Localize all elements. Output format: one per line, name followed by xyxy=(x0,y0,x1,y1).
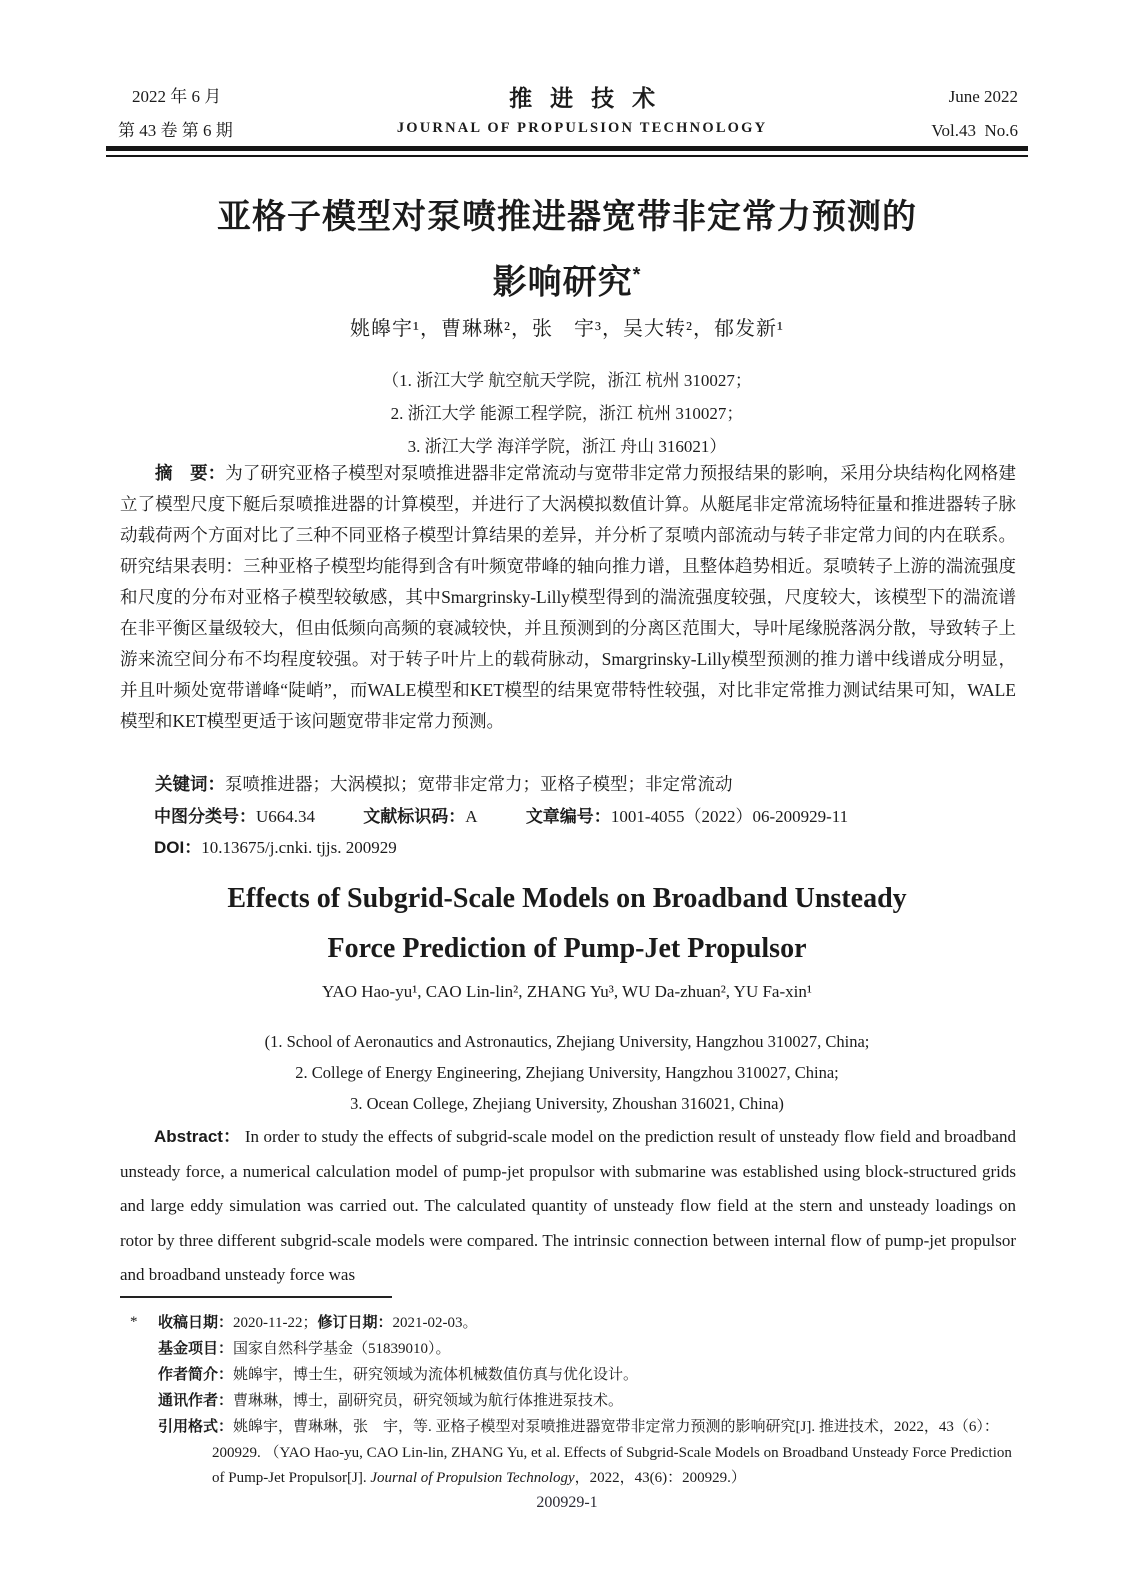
clc-group xyxy=(154,807,315,826)
abstract-cn xyxy=(120,458,1016,737)
abstract-en xyxy=(120,1120,1016,1293)
fund-value: 国家自然科学基金（51839010）。 xyxy=(233,1341,451,1357)
revised-date-label: 修订日期： xyxy=(317,1314,393,1331)
keywords-label: 关键词： xyxy=(155,774,225,794)
received-date-value: 2020-11-22； xyxy=(233,1315,318,1331)
header-left-block xyxy=(118,80,233,148)
header-issue-cn: 第 43 卷 第 6 期 xyxy=(118,121,233,140)
affiliation-en-3: 3. Ocean College, Zhejiang University, Zhoushan 316021, China) xyxy=(350,1094,784,1113)
authors-en: YAO Hao-yu¹, CAO Lin-lin², ZHANG Yu³, WU Da-zhuan², YU Fa-xin¹ xyxy=(322,982,812,1001)
affiliations-cn xyxy=(0,364,1134,463)
doi-label: DOI： xyxy=(154,838,202,857)
affiliation-en-2: 2. College of Energy Engineering, Zhejiang University, Hangzhou 310027, China; xyxy=(295,1063,839,1082)
clc-label: 中图分类号： xyxy=(154,807,256,826)
revised-date-value: 2021-02-03。 xyxy=(392,1315,478,1331)
footnote-citation-row xyxy=(120,1414,1016,1492)
abstract-body-en: In order to study the effects of subgrid-scale model on the prediction result of unsteady flow field and broadband unsteady force, a numerical calculation model of pump-jet propulsor with submarine was established using block-structured grids and large eddy simulation was carried out. The calculated quantity of unsteady flow field at the stern and unsteady loadings on rotor by three different subgrid-scale models were compared. The intrinsic connection between internal flow of pump-jet propulsor and broadband unsteady force was xyxy=(120,1127,1016,1284)
keywords-body: 泵喷推进器；大涡模拟；宽带非定常力；亚格子模型；非定常流动 xyxy=(225,774,733,794)
author-bio-label: 作者简介： xyxy=(158,1366,234,1383)
journal-title-en: JOURNAL OF PROPULSION TECHNOLOGY xyxy=(396,120,768,136)
clc-value: U664.34 xyxy=(256,807,316,826)
abstract-label-cn: 摘 要： xyxy=(155,463,226,483)
affiliations-en xyxy=(0,1026,1134,1119)
footnote-star: * xyxy=(130,1314,138,1330)
header-right-block xyxy=(931,80,1018,148)
page-number: 200929-1 xyxy=(536,1494,598,1511)
article-id-value: 1001-4055（2022）06-200929-11 xyxy=(610,807,849,826)
corresponding-author-value: 曹琳琳，博士，副研究员，研究领域为航行体推进泵技术。 xyxy=(233,1393,624,1409)
header-double-rule xyxy=(106,146,1028,157)
classification-row xyxy=(120,802,1016,827)
affiliation-cn-1: （1. 浙江大学 航空航天学院，浙江 杭州 310027； xyxy=(382,371,752,390)
footnote-dates-row xyxy=(120,1310,1016,1336)
header-date-en: June 2022 xyxy=(948,87,1018,106)
affiliation-cn-3: 3. 浙江大学 海洋学院，浙江 舟山 316021） xyxy=(407,437,727,456)
journal-title-cn: 推进技术 xyxy=(509,86,674,111)
abstract-body-cn: 为了研究亚格子模型对泵喷推进器非定常流动与宽带非定常力预报结果的影响，采用分块结构化网格建立了模型尺度下艇后泵喷推进器的计算模型，并进行了大涡模拟数值计算。从艇尾非定常流场特征量和推进器转子脉动载荷两个方面对比了三种不同亚格子模型计算结果的差异，并分析了泵喷内部流动与转子非定常力间的内在联系。研究结果表明：三种亚格子模型均能得到含有叶频宽带峰的轴向推力谱，且整体趋势相近。泵喷转子上游的湍流强度和尺度的分布对亚格子模型较敏感，其中Smargrinsky-Lilly模型得到的湍流强度较强，尺度较大，该模型下的湍流谱在非平衡区量级较大，但由低频向高频的衰减较快，并且预测到的分离区范围大，导叶尾缘脱落涡分散，导致转子上游来流空间分布不均程度较强。对于转子叶片上的载荷脉动，Smargrinsky-Lilly模型预测的推力谱中线谱成分明显，并且叶频处宽带谱峰“陡峭”，而WALE模型和KET模型的结果宽带特性较强，对比非定常推力测试结果可知，WALE模型和KET模型更适于该问题宽带非定常力预测。 xyxy=(120,463,1017,731)
author-bio-value: 姚皞宇，博士生，研究领域为流体机械数值仿真与优化设计。 xyxy=(233,1367,639,1383)
citation-text-tail: ，2022，43(6)：200929.） xyxy=(574,1470,746,1486)
paper-title-en xyxy=(0,874,1134,974)
header-issue-en: Vol.43 No.6 xyxy=(931,121,1018,140)
keywords-row xyxy=(120,771,1016,796)
doc-code-group xyxy=(363,807,477,826)
article-id-group xyxy=(526,807,848,826)
fund-label: 基金项目： xyxy=(158,1340,234,1357)
paper-title-cn-line2 xyxy=(0,246,1134,311)
doi-row xyxy=(120,833,1016,858)
doc-code-value: A xyxy=(465,807,478,826)
header-date-cn: 2022 年 6 月 xyxy=(132,87,222,106)
footnote-bio-row xyxy=(120,1362,1016,1388)
paper-title-cn-line1: 亚格子模型对泵喷推进器宽带非定常力预测的 xyxy=(217,198,917,236)
citation-label: 引用格式： xyxy=(158,1418,234,1435)
footnote-rule xyxy=(120,1296,392,1298)
affiliation-cn-2: 2. 浙江大学 能源工程学院，浙江 杭州 310027； xyxy=(390,404,744,423)
paper-title-en-line1: Effects of Subgrid-Scale Models on Broadband Unsteady xyxy=(227,883,907,914)
paper-title-en-line2: Force Prediction of Pump-Jet Propulsor xyxy=(327,933,807,964)
header-center-block xyxy=(233,80,932,137)
citation-text: 姚皞宇，曹琳琳，张 宇，等. 亚格子模型对泵喷推进器宽带非定常力预测的影响研究[J]. 推进技术，2022，43（6）：200929. （YAO Hao-yu, CAO Lin-lin, ZHANG Yu, et al. Effects of Subgrid-Scale Models on Broadband Unsteady Force Prediction of Pump-Jet Propulsor[J]. xyxy=(212,1419,1012,1486)
citation-journal-name: Journal of Propulsion Technology xyxy=(370,1470,575,1486)
affiliation-en-1: (1. School of Aeronautics and Astronautics, Zhejiang University, Hangzhou 310027, China; xyxy=(264,1032,870,1051)
authors-cn: 姚皞宇¹，曹琳琳²，张 宇³，吴大转²，郁发新¹ xyxy=(350,318,784,340)
footnote-block xyxy=(120,1296,1016,1492)
abstract-label-en: Abstract： xyxy=(154,1127,241,1146)
paper-title-cn xyxy=(0,188,1134,311)
footnote-corresponding-row xyxy=(120,1388,1016,1414)
article-id-label: 文章编号： xyxy=(525,807,611,826)
doc-code-label: 文献标识码： xyxy=(363,807,466,826)
doi-value: 10.13675/j.cnki. tjjs. 200929 xyxy=(201,838,397,857)
journal-header xyxy=(118,80,1018,148)
paper-title-cn-line2-text: 影响研究 xyxy=(492,263,633,302)
title-footnote-mark: * xyxy=(632,264,642,286)
corresponding-author-label: 通讯作者： xyxy=(158,1392,234,1409)
received-date-label: 收稿日期： xyxy=(158,1314,234,1331)
footnote-fund-row xyxy=(120,1336,1016,1362)
